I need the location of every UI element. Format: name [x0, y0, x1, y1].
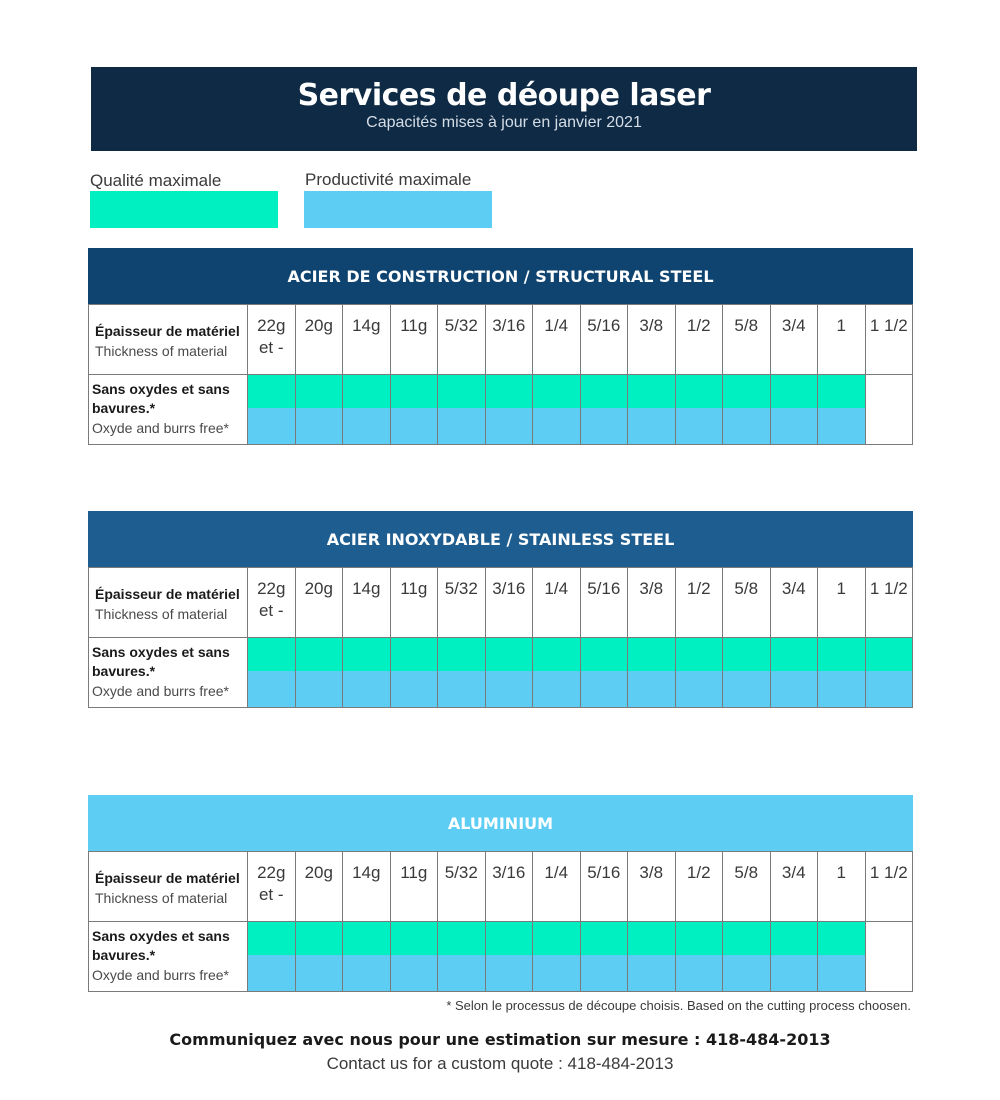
productivity-fill: [723, 408, 770, 444]
productivity-fill: [343, 408, 390, 444]
cut-label-fr: Sans oxydes et sans bavures.*: [92, 928, 230, 963]
productivity-fill: [771, 955, 818, 991]
thickness-cell: [865, 305, 913, 375]
page-title: Services de déoupe laser: [297, 78, 711, 113]
capability-cell: [865, 638, 913, 708]
capability-row: [89, 375, 913, 445]
thickness-cell: [343, 568, 391, 638]
thickness-value: 14g: [352, 579, 381, 598]
thickness-cell: [865, 568, 913, 638]
quality-fill: [533, 922, 580, 955]
capability-cell: [818, 638, 866, 708]
capability-cell: [675, 638, 723, 708]
capability-cell: [485, 638, 533, 708]
capability-cell: [675, 375, 723, 445]
thickness-cell: [390, 852, 438, 922]
legend-productivity-swatch: [304, 191, 492, 228]
thickness-cell: [865, 852, 913, 922]
productivity-fill: [533, 408, 580, 444]
thickness-cell: [628, 568, 676, 638]
productivity-fill: [676, 671, 723, 707]
quality-fill: [723, 375, 770, 408]
thickness-label-en: Thickness of material: [95, 890, 228, 906]
productivity-fill: [581, 955, 628, 991]
quality-fill: [391, 375, 438, 408]
footnote: * Selon le processus de découpe choisis. Based on the cutting process choosen.: [446, 998, 911, 1013]
capability-cell: [628, 922, 676, 992]
capability-cell: [438, 638, 486, 708]
thickness-cell: [770, 852, 818, 922]
productivity-fill: [818, 955, 865, 991]
quality-fill: [676, 375, 723, 408]
banner-structural-steel: ACIER DE CONSTRUCTION / STRUCTURAL STEEL: [88, 248, 913, 304]
cut-label-en: Oxyde and burrs free*: [92, 967, 229, 983]
quality-fill: [296, 922, 343, 955]
quality-fill: [438, 922, 485, 955]
thickness-value: 5/32: [444, 863, 478, 882]
capability-cell: [533, 375, 581, 445]
capability-cell: [485, 375, 533, 445]
thickness-value: 5/8: [734, 316, 759, 335]
quality-fill: [343, 638, 390, 671]
thickness-cell: [438, 568, 486, 638]
thickness-cell: [295, 305, 343, 375]
thickness-cell: [485, 568, 533, 638]
quality-fill: [723, 922, 770, 955]
capability-cell: [390, 638, 438, 708]
productivity-fill: [533, 955, 580, 991]
thickness-value: 3/8: [639, 863, 664, 882]
capability-cell: [343, 375, 391, 445]
thickness-value-suffix: et -: [258, 885, 284, 904]
cut-label-en: Oxyde and burrs free*: [92, 420, 229, 436]
capability-cell: [675, 922, 723, 992]
thickness-value: 11g: [400, 579, 428, 598]
quality-fill: [248, 375, 295, 408]
thickness-cell: [818, 568, 866, 638]
thickness-value: 1/2: [686, 316, 711, 335]
capability-cell: [723, 922, 771, 992]
thickness-cell: [580, 305, 628, 375]
capability-cell: [295, 922, 343, 992]
quality-fill: [248, 638, 295, 671]
thickness-cell: [533, 305, 581, 375]
capability-cell: [438, 375, 486, 445]
quality-fill: [818, 638, 865, 671]
thickness-value: 3/4: [781, 316, 806, 335]
thickness-cell: [248, 568, 296, 638]
thickness-value: 3/8: [639, 579, 664, 598]
quality-fill: [723, 638, 770, 671]
capability-cell: [580, 375, 628, 445]
thickness-value: 1/4: [544, 579, 569, 598]
capability-cell: [390, 922, 438, 992]
cut-label-fr: Sans oxydes et sans bavures.*: [92, 644, 230, 679]
capability-cell: [628, 375, 676, 445]
thickness-cell: [248, 852, 296, 922]
thickness-cell: [580, 852, 628, 922]
thickness-value: 1 1/2: [869, 579, 908, 598]
quality-fill: [391, 922, 438, 955]
thickness-cell: [533, 852, 581, 922]
quality-fill: [818, 922, 865, 955]
cut-label-en: Oxyde and burrs free*: [92, 683, 229, 699]
productivity-fill: [581, 671, 628, 707]
page-header: [91, 67, 917, 151]
thickness-cell: [628, 305, 676, 375]
productivity-fill: [628, 408, 675, 444]
capability-cell: [295, 638, 343, 708]
productivity-fill: [866, 671, 913, 707]
thickness-value: 3/4: [781, 863, 806, 882]
thickness-cell: [533, 568, 581, 638]
productivity-fill: [486, 408, 533, 444]
thickness-value-suffix: et -: [258, 601, 284, 620]
thickness-value: 3/4: [781, 579, 806, 598]
productivity-fill: [391, 408, 438, 444]
capability-cell: [770, 638, 818, 708]
capability-cell: [533, 922, 581, 992]
thickness-cell: [818, 852, 866, 922]
productivity-fill: [248, 955, 295, 991]
capability-table: [88, 567, 913, 708]
quality-fill: [391, 638, 438, 671]
thickness-value: 5/8: [734, 863, 759, 882]
thickness-row: [89, 568, 913, 638]
thickness-value-suffix: et -: [258, 338, 284, 357]
thickness-value: 1/2: [686, 863, 711, 882]
thickness-label-en: Thickness of material: [95, 606, 228, 622]
quality-fill: [248, 922, 295, 955]
capability-cell: [438, 922, 486, 992]
productivity-fill: [343, 955, 390, 991]
productivity-fill: [296, 955, 343, 991]
productivity-fill: [296, 671, 343, 707]
capability-cell: [295, 375, 343, 445]
thickness-cell: [675, 568, 723, 638]
capability-cell-empty: [865, 375, 913, 445]
thickness-cell: [770, 568, 818, 638]
section-aluminium: [88, 795, 913, 992]
thickness-value: 3/16: [492, 579, 526, 598]
quality-fill: [628, 375, 675, 408]
thickness-cell: [770, 305, 818, 375]
legend-quality-swatch: [90, 191, 278, 228]
productivity-fill: [676, 955, 723, 991]
thickness-label-fr: Épaisseur de matériel: [95, 586, 240, 602]
thickness-cell: [723, 852, 771, 922]
cut-quality-header: [89, 638, 248, 708]
productivity-fill: [581, 408, 628, 444]
thickness-cell: [628, 852, 676, 922]
productivity-fill: [818, 671, 865, 707]
productivity-fill: [296, 408, 343, 444]
legend-productivity-label: Productivité maximale: [305, 170, 472, 189]
quality-fill: [818, 375, 865, 408]
quality-fill: [296, 375, 343, 408]
thickness-value: 20g: [304, 863, 333, 882]
productivity-fill: [723, 671, 770, 707]
thickness-value: 3/16: [492, 863, 526, 882]
thickness-value: 1/4: [544, 863, 569, 882]
quality-fill: [296, 638, 343, 671]
thickness-value: 1 1/2: [869, 863, 908, 882]
quality-fill: [486, 922, 533, 955]
thickness-value: 5/8: [734, 579, 759, 598]
productivity-fill: [248, 671, 295, 707]
thickness-value: 1: [836, 863, 846, 882]
productivity-fill: [486, 671, 533, 707]
capability-cell: [390, 375, 438, 445]
thickness-value: 22g: [257, 316, 286, 335]
quality-fill: [676, 922, 723, 955]
quality-fill: [486, 375, 533, 408]
productivity-fill: [676, 408, 723, 444]
capability-table: [88, 304, 913, 445]
productivity-fill: [486, 955, 533, 991]
thickness-row: [89, 852, 913, 922]
thickness-value: 20g: [304, 316, 333, 335]
productivity-fill: [343, 671, 390, 707]
thickness-value: 20g: [304, 579, 333, 598]
thickness-cell: [723, 568, 771, 638]
thickness-cell: [295, 852, 343, 922]
productivity-fill: [771, 408, 818, 444]
quality-fill: [581, 638, 628, 671]
productivity-fill: [391, 671, 438, 707]
section-structural-steel: [88, 248, 913, 445]
capability-cell: [343, 638, 391, 708]
thickness-cell: [390, 305, 438, 375]
capability-cell: [628, 638, 676, 708]
productivity-fill: [628, 671, 675, 707]
contact-english: Contact us for a custom quote : 418-484-2013: [326, 1054, 674, 1073]
capability-cell: [580, 638, 628, 708]
capability-cell: [248, 922, 296, 992]
capability-cell: [343, 922, 391, 992]
thickness-value: 3/8: [639, 316, 664, 335]
contact-french: Communiquez avec nous pour une estimation sur mesure : 418-484-2013: [169, 1030, 831, 1049]
banner-stainless-steel: ACIER INOXYDABLE / STAINLESS STEEL: [88, 511, 913, 567]
quality-fill: [866, 638, 913, 671]
capability-cell: [485, 922, 533, 992]
thickness-label-en: Thickness of material: [95, 343, 228, 359]
capability-cell: [533, 638, 581, 708]
thickness-cell: [438, 305, 486, 375]
thickness-header: [89, 852, 248, 922]
thickness-value: 1: [836, 579, 846, 598]
quality-fill: [343, 922, 390, 955]
capability-cell: [723, 638, 771, 708]
capability-row: [89, 638, 913, 708]
thickness-value: 3/16: [492, 316, 526, 335]
thickness-cell: [675, 852, 723, 922]
thickness-value: 1/2: [686, 579, 711, 598]
thickness-value: 11g: [400, 863, 428, 882]
quality-fill: [771, 638, 818, 671]
thickness-value: 14g: [352, 863, 381, 882]
productivity-fill: [438, 955, 485, 991]
thickness-value: 5/16: [587, 579, 621, 598]
quality-fill: [486, 638, 533, 671]
capability-cell: [248, 375, 296, 445]
thickness-label-fr: Épaisseur de matériel: [95, 870, 240, 886]
thickness-value: 5/16: [587, 863, 621, 882]
thickness-value: 11g: [400, 316, 428, 335]
thickness-cell: [390, 568, 438, 638]
thickness-label-fr: Épaisseur de matériel: [95, 323, 240, 339]
productivity-fill: [723, 955, 770, 991]
thickness-value: 14g: [352, 316, 381, 335]
capability-cell: [818, 922, 866, 992]
quality-fill: [771, 922, 818, 955]
capability-row: [89, 922, 913, 992]
quality-fill: [533, 375, 580, 408]
capability-cell: [818, 375, 866, 445]
quality-fill: [771, 375, 818, 408]
thickness-row: [89, 305, 913, 375]
thickness-header: [89, 305, 248, 375]
banner-aluminium: ALUMINIUM: [88, 795, 913, 851]
thickness-value: 22g: [257, 579, 286, 598]
thickness-cell: [580, 568, 628, 638]
cut-quality-header: [89, 922, 248, 992]
thickness-header: [89, 568, 248, 638]
cut-quality-header: [89, 375, 248, 445]
productivity-fill: [438, 671, 485, 707]
thickness-cell: [248, 305, 296, 375]
thickness-value: 5/32: [444, 579, 478, 598]
capability-cell-empty: [865, 922, 913, 992]
capability-table: [88, 851, 913, 992]
thickness-cell: [343, 305, 391, 375]
page-subtitle: Capacités mises à jour en janvier 2021: [366, 114, 642, 131]
legend-quality-label: Qualité maximale: [90, 171, 222, 190]
thickness-cell: [438, 852, 486, 922]
capability-cell: [770, 922, 818, 992]
productivity-fill: [628, 955, 675, 991]
capability-cell: [723, 375, 771, 445]
productivity-fill: [771, 671, 818, 707]
quality-fill: [438, 375, 485, 408]
thickness-value: 5/32: [444, 316, 478, 335]
thickness-value: 22g: [257, 863, 286, 882]
quality-fill: [628, 638, 675, 671]
thickness-cell: [343, 852, 391, 922]
thickness-cell: [723, 305, 771, 375]
productivity-fill: [438, 408, 485, 444]
cut-label-fr: Sans oxydes et sans bavures.*: [92, 381, 230, 416]
thickness-cell: [675, 305, 723, 375]
quality-fill: [581, 922, 628, 955]
section-stainless-steel: [88, 511, 913, 708]
thickness-cell: [485, 852, 533, 922]
quality-fill: [581, 375, 628, 408]
thickness-value: 5/16: [587, 316, 621, 335]
productivity-fill: [533, 671, 580, 707]
productivity-fill: [818, 408, 865, 444]
thickness-value: 1: [836, 316, 846, 335]
thickness-cell: [295, 568, 343, 638]
quality-fill: [438, 638, 485, 671]
thickness-cell: [818, 305, 866, 375]
quality-fill: [533, 638, 580, 671]
capability-cell: [248, 638, 296, 708]
quality-fill: [628, 922, 675, 955]
capability-cell: [770, 375, 818, 445]
productivity-fill: [248, 408, 295, 444]
quality-fill: [676, 638, 723, 671]
quality-fill: [343, 375, 390, 408]
capability-cell: [580, 922, 628, 992]
productivity-fill: [391, 955, 438, 991]
thickness-value: 1/4: [544, 316, 569, 335]
thickness-value: 1 1/2: [869, 316, 908, 335]
thickness-cell: [485, 305, 533, 375]
